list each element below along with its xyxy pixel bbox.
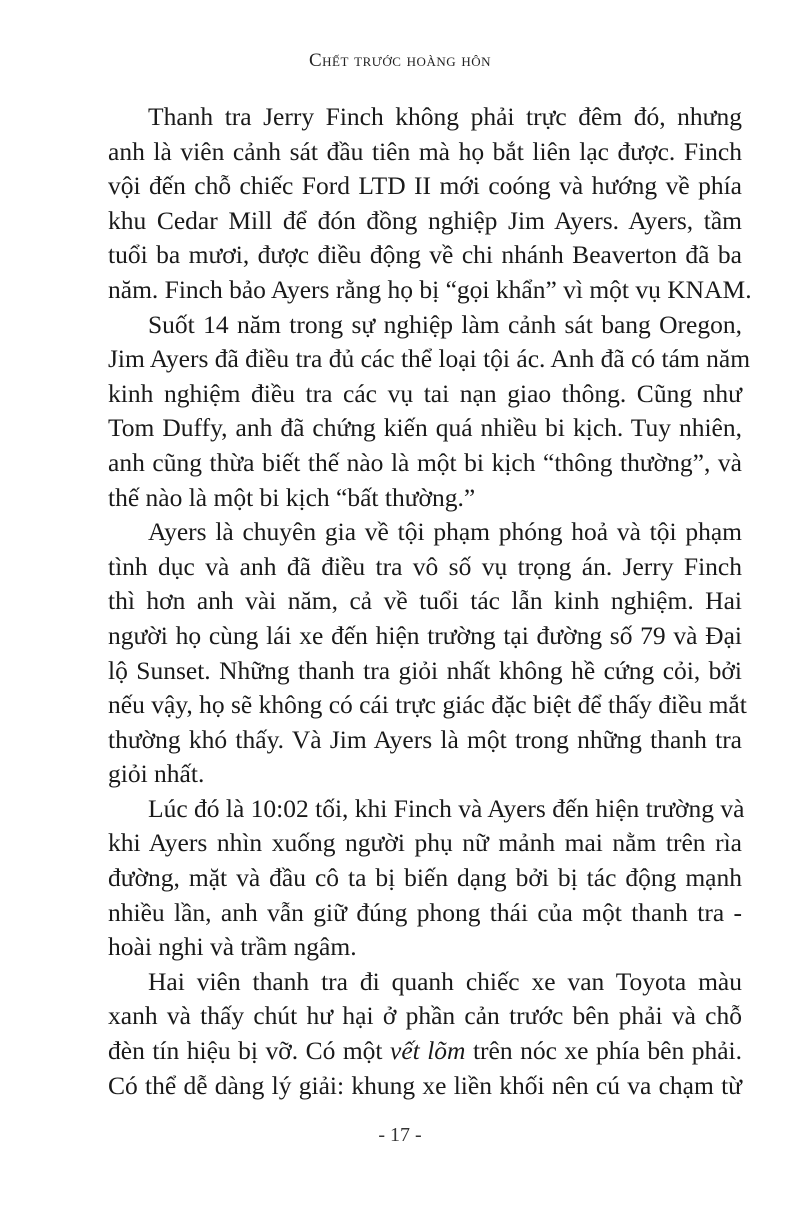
- text-line: đèn tín hiệu bị vỡ. Có một vết lõm trên nóc xe phía bên phải.: [108, 1036, 742, 1066]
- text-line: anh là viên cảnh sát đầu tiên mà họ bắt liên lạc được. Finch: [108, 136, 742, 166]
- text-line: thì hơn anh vài năm, cả về tuổi tác lẫn kinh nghiệm. Hai: [108, 586, 742, 616]
- page-number: - 17 -: [378, 1124, 422, 1146]
- text-line: năm. Finch bảo Ayers rằng họ bị “gọi khẩn” vì một vụ KNAM.: [108, 274, 752, 304]
- text-line: người họ cùng lái xe đến hiện trường tại đường số 79 và Đại: [108, 620, 742, 650]
- text-line: xanh và thấy chút hư hại ở phần cản trước bên phải và chỗ: [108, 1001, 742, 1031]
- body-text: [108, 100, 752, 1103]
- text-line: thường khó thấy. Và Jim Ayers là một trong những thanh tra: [108, 724, 742, 754]
- paragraph: [108, 965, 742, 1103]
- text-line: Tom Duffy, anh đã chứng kiến quá nhiều bi kịch. Tuy nhiên,: [108, 413, 742, 443]
- paragraph: [108, 792, 745, 965]
- text-line: thế nào là một bi kịch “bất thường.”: [108, 482, 476, 512]
- text-line: Ayers là chuyên gia về tội phạm phóng hoả và tội phạm: [148, 517, 742, 547]
- text-line: hoài nghi và trầm ngâm.: [108, 932, 357, 962]
- text-line: Hai viên thanh tra đi quanh chiếc xe van Toyota màu: [148, 966, 742, 996]
- paragraph: [108, 308, 751, 516]
- text-line: tình dục và anh đã điều tra vô số vụ trọng án. Jerry Finch: [108, 551, 742, 581]
- text-line: tuổi ba mươi, được điều động về chi nhánh Beaverton đã ba: [108, 240, 742, 270]
- text-line: Jim Ayers đã điều tra đủ các thể loại tội ác. Anh đã có tám năm: [108, 344, 751, 374]
- text-line: lộ Sunset. Những thanh tra giỏi nhất không hề cứng cỏi, bởi: [108, 655, 742, 685]
- running-head: Chết trước hoàng hôn: [308, 50, 492, 71]
- text-line: nếu vậy, họ sẽ không có cái trực giác đặc biệt để thấy điều mắt: [108, 690, 747, 720]
- text-line: vội đến chỗ chiếc Ford LTD II mới coóng và hướng về phía: [108, 171, 742, 201]
- text-line: kinh nghiệm điều tra các vụ tai nạn giao thông. Cũng như: [108, 378, 742, 408]
- text-line: đường, mặt và đầu cô ta bị biến dạng bởi bị tác động mạnh: [108, 863, 742, 893]
- text-line: khu Cedar Mill để đón đồng nghiệp Jim Ayers. Ayers, tầm: [108, 205, 742, 235]
- text-line: Có thể dễ dàng lý giải: khung xe liền khối nên cú va chạm từ: [108, 1070, 742, 1100]
- text-line: Lúc đó là 10:02 tối, khi Finch và Ayers đến hiện trường và: [148, 793, 745, 823]
- text-line: nhiều lần, anh vẫn giữ đúng phong thái của một thanh tra -: [108, 897, 742, 927]
- text-line: Suốt 14 năm trong sự nghiệp làm cảnh sát bang Oregon,: [148, 309, 742, 339]
- text-line: Thanh tra Jerry Finch không phải trực đêm đó, nhưng: [148, 102, 742, 131]
- paragraph: [108, 515, 747, 792]
- paragraph: [108, 100, 752, 308]
- text-line: khi Ayers nhìn xuống người phụ nữ mảnh mai nằm trên rìa: [108, 828, 742, 858]
- text-line: anh cũng thừa biết thế nào là một bi kịch “thông thường”, và: [108, 447, 742, 477]
- text-line: giỏi nhất.: [108, 759, 205, 789]
